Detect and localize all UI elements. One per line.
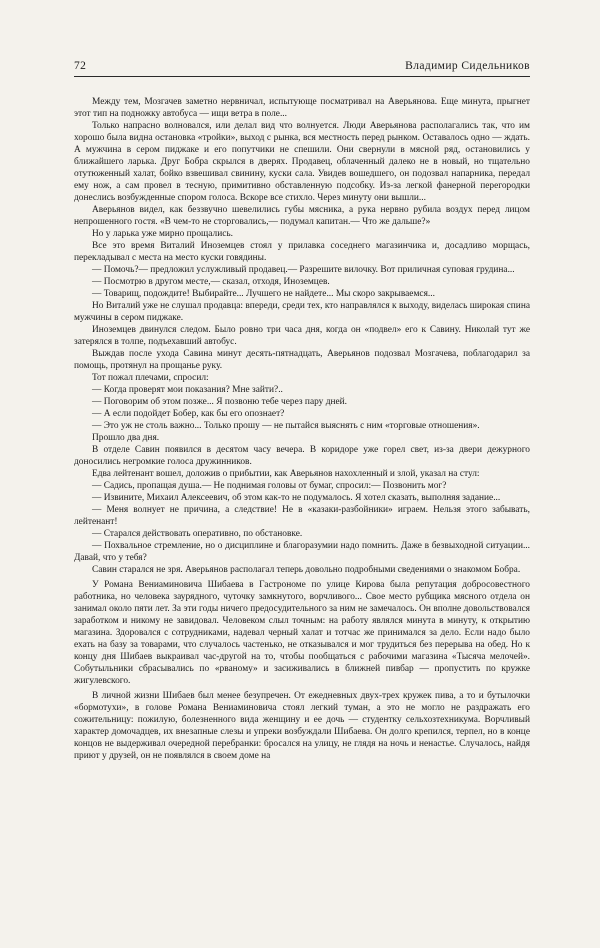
paragraph: — Когда проверят мои показания? Мне зайти?.. [92,385,283,395]
paragraph: — Посмотрю в другом месте,— сказал, отходя, Иноземцев. [92,277,330,287]
paragraph: Прошло два дня. [92,433,160,443]
paragraph: — Старался действовать оперативно, по обстановке. [92,529,303,539]
paragraph: Все это время Виталий Иноземцев стоял у прилавка соседнего магазинчика и, досадливо морщась, перекладывал с места на место куски говядины. [74,241,530,263]
paragraph: У Романа Вениаминовича Шибаева в Гастрономе по улице Кирова была репутация добросовестного работника, но человека заурядного, чуточку замкнутого, ворчливого... Свое место рубщика мясного отдела он занимал около пяти лет. За эти годы ничего предосудительного за ним не замечалось. Он вполне довольствовался заработком и никому не завидовал. Человеком слыл точным: на работу являлся минута в минуту, к открытию магазина. Здоровался с сотрудниками, надевал черный халат и тотчас же принимался за дело. Если надо было ехать на базу за товарами, что случалось частенько, не отказывался и мог трудиться без перерыва на обед. Но к концу дня Шибаев выкраивал час-другой на то, чтобы пообщаться с рабочими магазина «Тысяча мелочей». Собутыльники сбрасывались по «рваному» и засиживались в ближней пивбар — пропустить по кружке жигулевского. [74,580,530,686]
running-title: Владимир Сидельников [405,60,530,72]
paragraph: — Извините, Михаил Алексеевич, об этом как-то не подумалось. Я хотел сказать, выполняя задание... [92,493,501,503]
paragraph: Выждав после ухода Савина минут десять-пятнадцать, Аверьянов подозвал Мозгачева, поблагодарил за помощь, протянул на прощанье руку. [74,349,530,371]
paragraph: — Меня волнует не причина, а следствие! Не в «казаки-разбойники» играем. Нельзя этого забывать, лейтенант! [74,505,530,527]
paragraph: — Садись, пропащая душа.— Не поднимая головы от бумаг, спросил:— Позвонить мог? [92,481,447,491]
paragraph: В личной жизни Шибаев был менее безупречен. От ежедневных двух-трех кружек пива, а то и бутылочки «бормотухи», в голове Романа Вениаминовича стоял легкий туман, а это не могло не раздражать его сожительницу: пожилую, болезненного вида женщину и ее дочь — студентку сельхозтехникума. Ворчливый характер домочадцев, их внезапные слезы и упреки возбуждали Шибаева. Он долго крепился, терпел, но в конце концов не выдерживал очередной перебранки: бросался на улицу, не глядя на ночь и ненастье. Случалось, найдя приют у друзей, он не появлялся в своем доме на [74,691,530,761]
paragraph: Иноземцев двинулся следом. Было ровно три часа дня, когда он «подвел» его к Савину. Николай тут же затерялся в толпе, подъехавший автобус. [74,325,530,347]
paragraph: — Поговорим об этом позже... Я позвоню тебе через пару дней. [92,397,348,407]
running-header [74,60,530,77]
paragraph: Савин старался не зря. Аверьянов располагал теперь довольно подробными сведениями о знакомом Бобра. [92,565,521,575]
paragraph: — А если подойдет Бобер, как бы его опознает? [92,409,285,419]
paragraph: Аверьянов видел, как беззвучно шевелились губы мясника, а рука нервно рубила воздух перед лицом непрошенного гостя. «В чем-то не сторговались,— подумал капитан.— Что же дальше?» [74,205,530,227]
paragraph: Но у ларька уже мирно прощались. [92,229,233,239]
paragraph: Только напрасно волновался, или делал вид что волнуется. Люди Аверьянова располагались так, что им хорошо была видна остановка «тройки», выход с рынка, вся местность перед рынком. Оставалось одно — ждать. А мужчина в сером пиджаке и его попутчики не спешили. Они свернули в мясной ряд, остановились у ближайшего ларька. Друг Бобра скрылся в дверях. Продавец, облаченный далеко не в новый, но тщательно отутюженный халат, бойко взвешивал свинину, куски сала. Увидев вошедшего, он подозвал напарника, передал ему нож, а сам провел в тесную, примитивно обставленную подсобку. Из-за легкой фанерной перегородки донеслись возбужденные спором голоса. Вскоре все стихло. Через минуту они вышли... [74,121,530,203]
paragraph: — Похвальное стремление, но о дисциплине и благоразумии надо помнить. Даже в безвыходной ситуации... Давай, что у тебя? [74,541,530,563]
paragraph: В отделе Савин появился в десятом часу вечера. В коридоре уже горел свет, из-за двери дежурного доносились негромкие голоса дружинников. [74,445,530,467]
paragraph: Едва лейтенант вошел, доложив о прибытии, как Аверьянов нахохленный и злой, указал на стул: [92,469,480,479]
paragraph: Между тем, Мозгачев заметно нервничал, испытующе посматривал на Аверьянова. Еще минута, прыгнет этот тип на подножку автобуса — ищи ветра в поле... [74,97,530,119]
page-number: 72 [74,60,87,72]
paragraph: — Это уж не столь важно... Только прошу — не пытайся выяснять с ним «торговые отношения». [92,421,480,431]
paragraph: Тот пожал плечами, спросил: [92,373,209,383]
body-text [74,96,530,762]
paragraph: — Товарищ, подождите! Выбирайте... Лучшего не найдете... Мы скоро закрываемся... [92,289,435,299]
paragraph: Но Виталий уже не слушал продавца: впереди, среди тех, кто направлялся к выходу, виделась широкая спина мужчины в сером пиджаке. [74,301,530,323]
paragraph: — Помочь?— предложил услужливый продавец.— Разрешите вилочку. Вот приличная суповая грудина... [92,265,515,275]
